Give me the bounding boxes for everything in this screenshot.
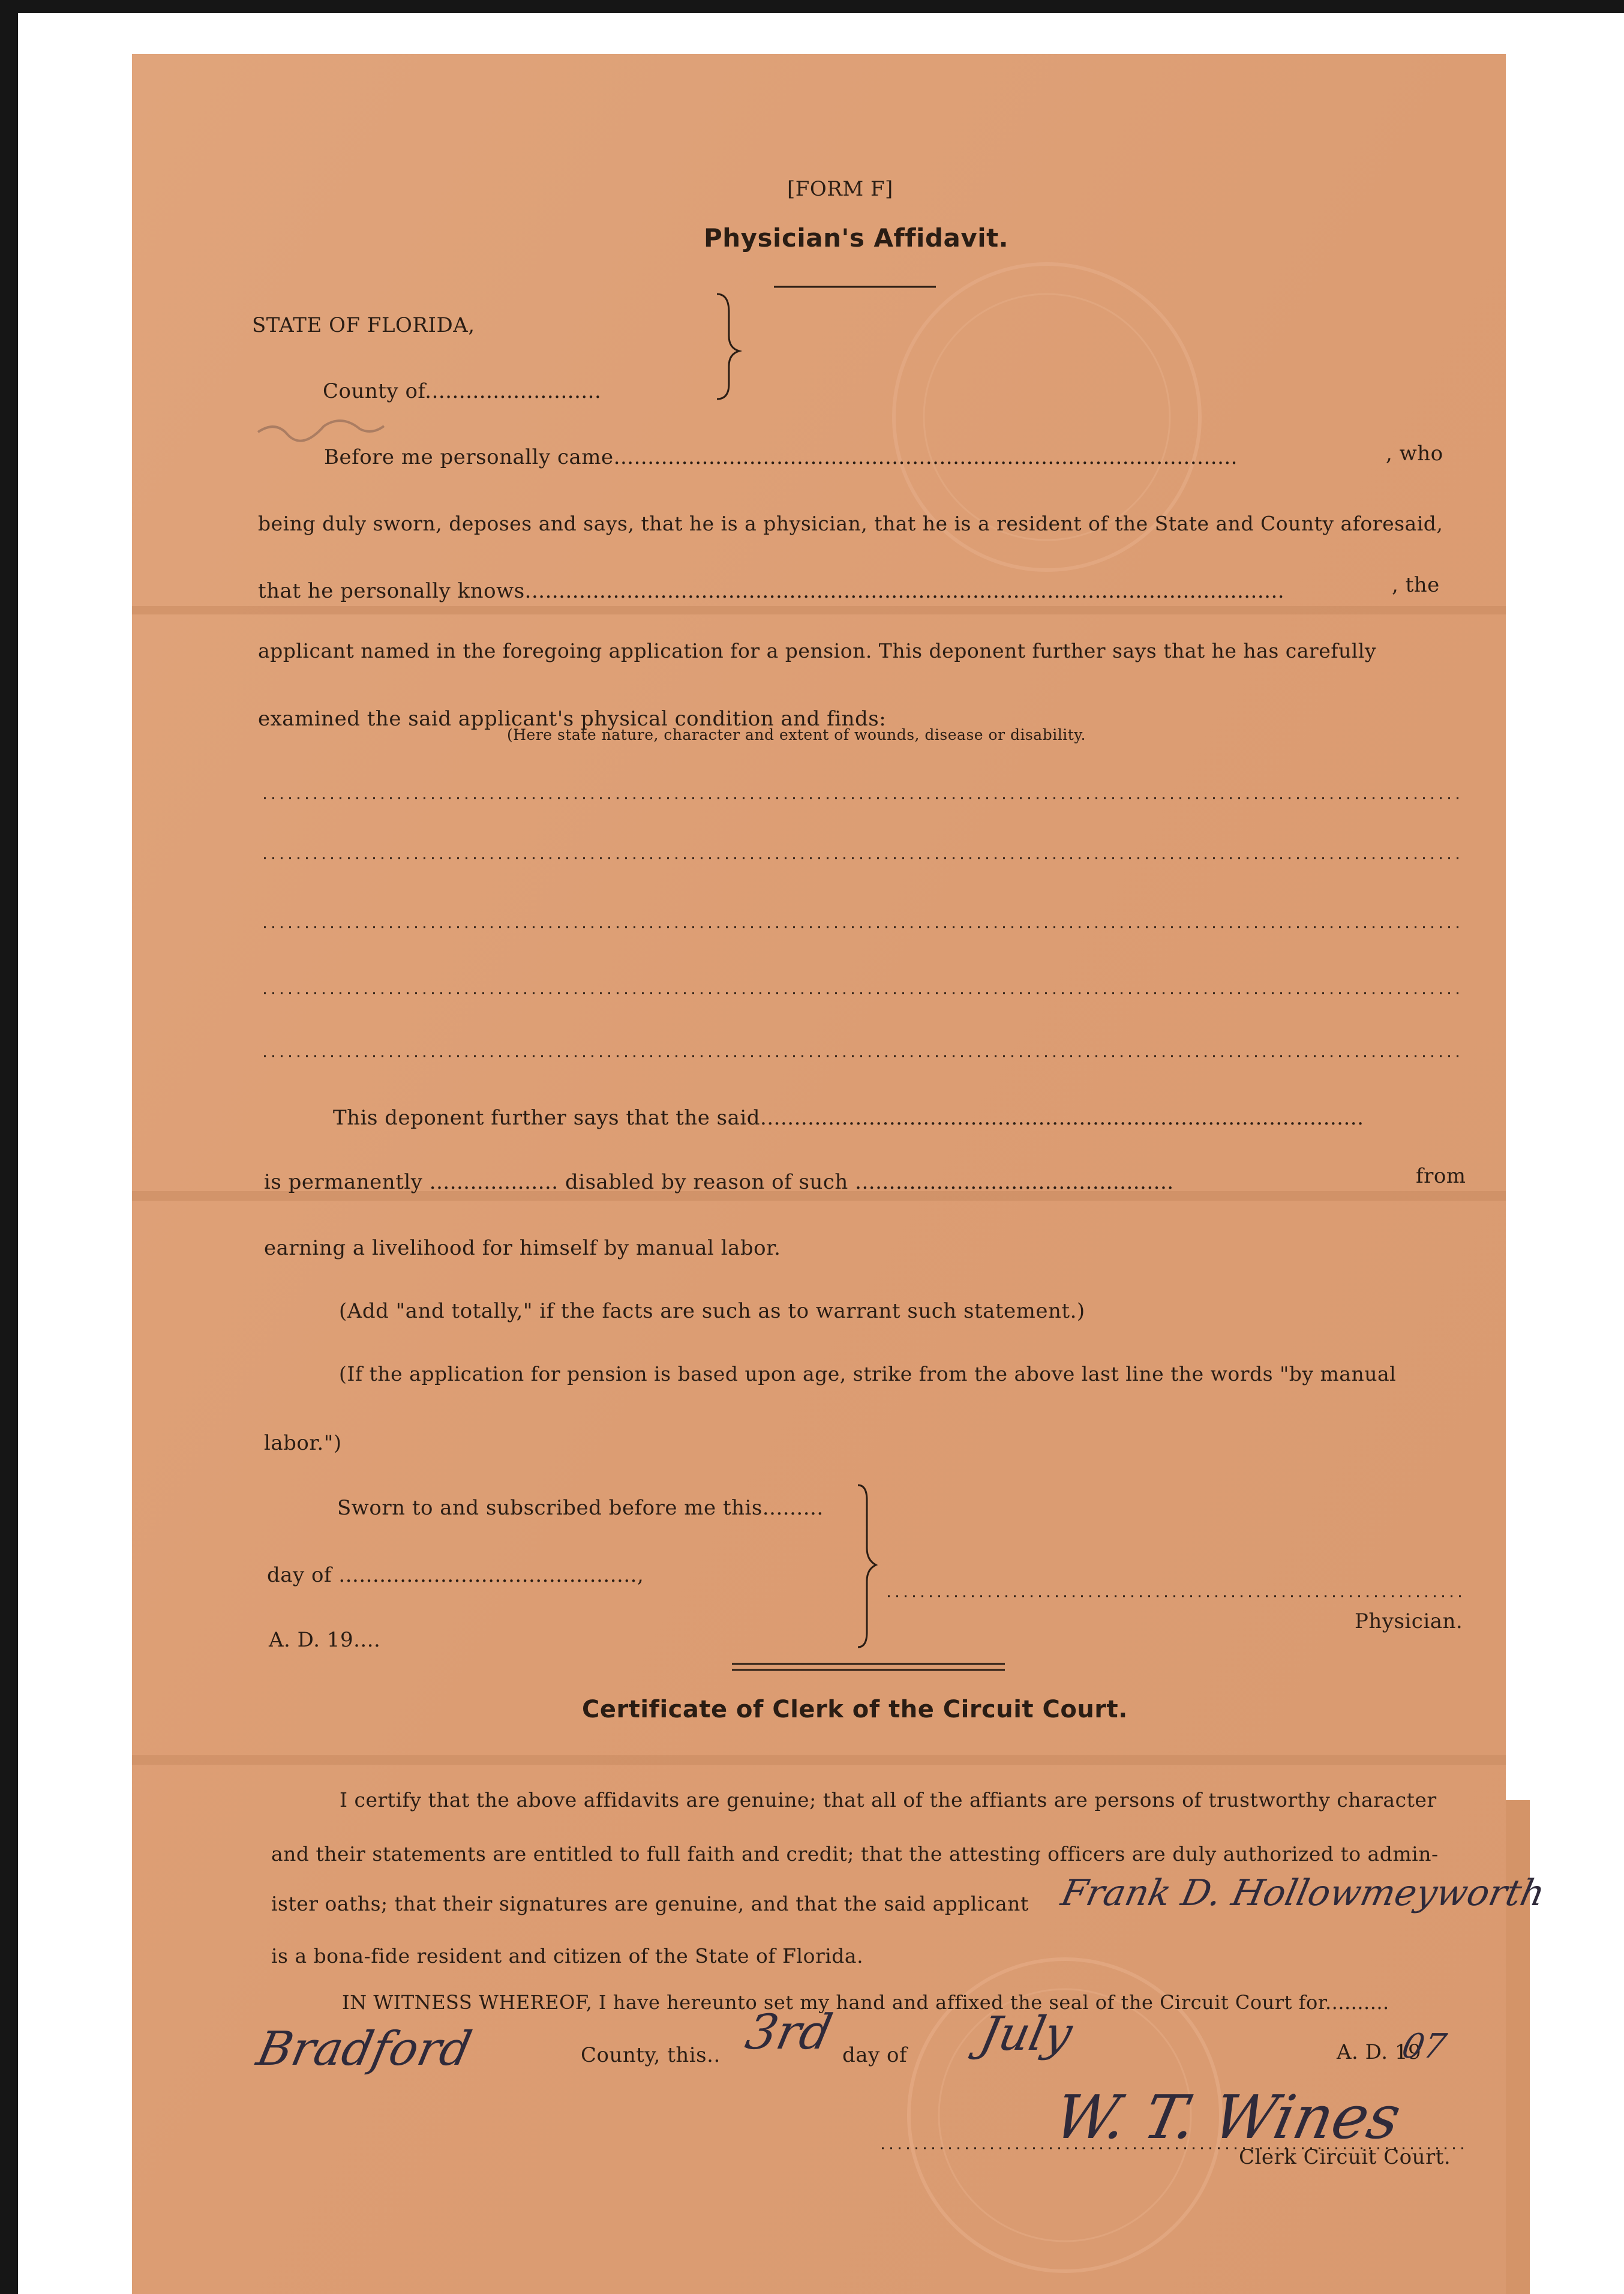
further-says-text: This deponent further says that the said [333,1106,761,1130]
sworn-line: being duly sworn, deposes and says, that he is a physician, that he is a resident of the State and County aforesaid, [258,512,1443,535]
examined-line: examined the said applicant's physical condition and finds: [258,707,887,731]
personally-came-label [324,445,1238,469]
certificate-line-1: I certify that the above affidavits are genuine; that all of the affiants are persons of trustworthy character [340,1788,1437,1812]
permanently-text: is permanently [264,1170,423,1194]
clerk-signature: W. T. Wines [1048,2082,1407,2152]
county-this-label: County, this.. [581,2043,721,2067]
note-line: (Here state nature, character and extent of wounds, disease or disability. [507,726,1086,743]
sworn-to-label: Sworn to and subscribed before me this......... [337,1496,824,1520]
blank-name-line: ............................................................................................ [613,445,1238,469]
the-label: , the [1392,573,1440,597]
disabled-text: disabled by reason of such [565,1170,848,1194]
blank-applicant-line: ................................................................................................................ [524,579,1285,603]
add-totally-note: (Add "and totally," if the facts are such as to warrant such statement.) [339,1299,1085,1323]
personally-came-text: Before me personally came [324,445,614,469]
state-label: STATE OF FLORIDA, [252,313,475,337]
age-note-line-2: labor.") [264,1431,342,1455]
handwritten-applicant-name: Frank D. Hollowmeyworth [1057,1872,1549,1914]
permanently-line [264,1170,1174,1194]
county-label: County of.......................... [323,379,602,403]
clerk-label: Clerk Circuit Court. [1239,2145,1451,2169]
handwritten-day: 3rd [741,2004,837,2060]
day-of-label [267,1563,644,1587]
certificate-line-2: and their statements are entitled to full faith and credit; that the attesting officers are duly authorized to admin- [271,1842,1439,1866]
from-label: from [1416,1164,1466,1188]
cert-day-of-label: day of [842,2043,908,2067]
knows-label [258,579,1284,603]
certificate-title: Certificate of Clerk of the Circuit Court. [582,1696,1128,1723]
ad-19-label: A. D. 19.... [269,1628,381,1652]
certificate-line-3: ister oaths; that their signatures are genuine, and that the said applicant [271,1892,1029,1915]
day-of-text: day of [267,1563,332,1587]
certificate-line-4: is a bona-fide resident and citizen of the State of Florida. [271,1944,864,1968]
handwritten-county: Bradford [252,2022,476,2076]
age-note-line-1: (If the application for pension is based upon age, strike from the above last line the words "by manual [339,1362,1397,1386]
cert-ad-label: A. D. 19 [1337,2040,1422,2064]
form-title: Physician's Affidavit. [704,223,1009,253]
applicant-line: applicant named in the foregoing application for a pension. This deponent further says that he has carefully [258,639,1376,662]
livelihood-line: earning a livelihood for himself by manual labor. [264,1236,781,1260]
blank-disability: ............................................... [855,1170,1174,1194]
witness-line: IN WITNESS WHEREOF, I have hereunto set my hand and affixed the seal of the Circuit Court for.......... [342,1991,1389,2014]
knows-text: that he personally knows [258,579,525,603]
form-label: [FORM F] [787,177,893,201]
blank-further-line: ......................................................................................... [760,1106,1364,1130]
who-label: , who [1386,442,1443,466]
handwritten-year: 07 [1398,2027,1450,2066]
further-says-label [333,1106,1364,1130]
blank-day-of: ............................................, [338,1563,644,1587]
blank-permanently: ................... [429,1170,559,1194]
physician-label: Physician. [1355,1609,1463,1633]
handwritten-month: July [975,2007,1077,2061]
